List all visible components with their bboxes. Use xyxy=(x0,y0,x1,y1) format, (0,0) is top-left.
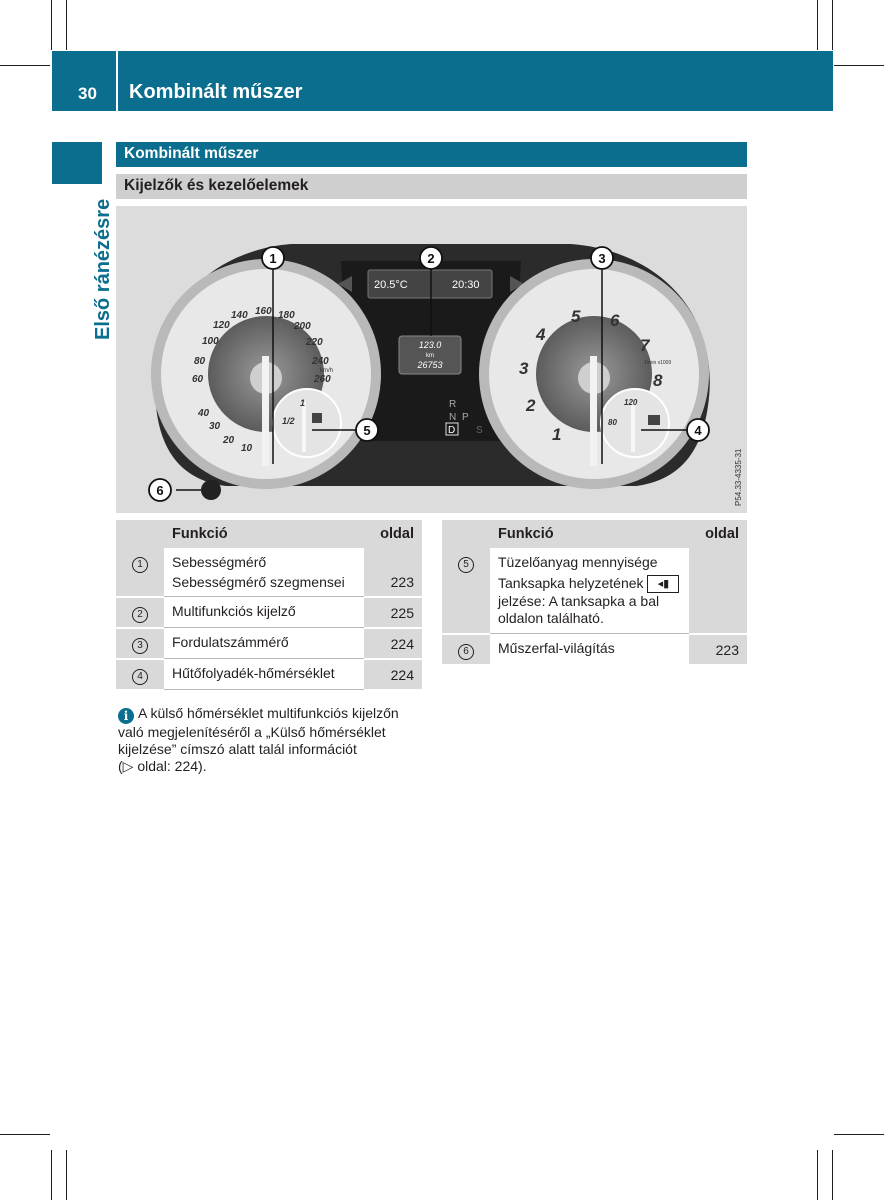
row-function: Multifunkciós kijelző xyxy=(164,597,364,628)
speed-tick: 220 xyxy=(306,337,323,348)
row-number: 6 xyxy=(458,644,474,660)
rpm-tick: 3 xyxy=(519,359,529,378)
table-header-blank xyxy=(116,520,164,548)
callout-number: 1 xyxy=(269,251,277,266)
row-page: 225 xyxy=(364,597,422,628)
table-row xyxy=(116,628,422,659)
row-function: Fordulatszámmérő xyxy=(164,628,364,659)
callout-number: 4 xyxy=(694,423,702,438)
row-function: Műszerfal-világítás xyxy=(490,634,689,665)
section-subtitle: Kijelzők és kezelőelemek xyxy=(116,174,747,199)
page-header xyxy=(52,51,833,111)
rpm-tick: 4 xyxy=(536,325,546,344)
table-row xyxy=(116,659,422,690)
row-function: Tüzelőanyag mennyisége xyxy=(498,554,658,570)
side-tab-marker xyxy=(52,142,102,184)
table-header-blank xyxy=(442,520,490,548)
fuel-pump-icon xyxy=(312,413,322,423)
speed-tick: 160 xyxy=(255,306,272,317)
info-text: (▷ oldal: 224). xyxy=(118,758,207,774)
speed-tick: 20 xyxy=(223,435,235,446)
callout-number: 6 xyxy=(156,483,164,498)
crop-mark xyxy=(834,65,884,66)
illumination-knob xyxy=(201,480,221,500)
page-title: Kombinált műszer xyxy=(129,81,303,103)
rpm-tick: 7 xyxy=(640,336,650,355)
gear-d: D xyxy=(448,425,456,436)
row-number: 2 xyxy=(132,607,148,623)
row-function: Hűtőfolyadék-hőmérséklet xyxy=(164,659,364,690)
speed-tick: 60 xyxy=(192,374,204,385)
speed-tick: 80 xyxy=(194,356,206,367)
rpm-tick: 6 xyxy=(610,311,620,330)
table-header-page: oldal xyxy=(689,520,747,548)
table-header-function: Funkció xyxy=(490,520,689,548)
crop-mark xyxy=(66,1150,67,1200)
rpm-tick: 2 xyxy=(526,396,536,415)
table-header-function: Funkció xyxy=(164,520,364,548)
info-text: való megjelenítéséről a „Külső hőmérséklet xyxy=(118,724,386,740)
row-number: 3 xyxy=(132,638,148,654)
crop-mark xyxy=(832,0,833,50)
crop-mark xyxy=(51,0,52,50)
trip-unit: km xyxy=(426,353,434,359)
speed-tick: 240 xyxy=(312,356,329,367)
page-number: 30 xyxy=(78,84,97,103)
gear-s: S xyxy=(476,425,483,436)
speed-tick: 180 xyxy=(278,310,295,321)
rpm-unit: 1/min x1000 xyxy=(644,360,672,366)
row-function: Sebességmérő xyxy=(172,554,267,570)
tachometer-needle xyxy=(590,356,597,466)
table-row xyxy=(116,548,422,597)
row-function: Sebességmérő szegmensei xyxy=(172,574,345,590)
table-header-page: oldal xyxy=(364,520,422,548)
display-temperature: 20.5°C xyxy=(374,279,408,291)
crop-mark xyxy=(66,0,67,50)
fuel-full: 1 xyxy=(300,398,306,408)
row-number: 1 xyxy=(132,557,148,573)
crop-mark xyxy=(51,1150,52,1200)
row-page: 223 xyxy=(364,548,422,597)
callout-number: 5 xyxy=(363,423,371,438)
instrument-cluster-figure xyxy=(116,206,747,513)
row-number: 4 xyxy=(132,669,148,685)
rpm-tick: 1 xyxy=(552,425,562,444)
callout-number: 2 xyxy=(427,251,435,266)
info-icon: i xyxy=(118,708,134,724)
row-number: 5 xyxy=(458,557,474,573)
speed-tick: 10 xyxy=(241,443,253,454)
trip-value: 123.0 xyxy=(418,340,442,350)
info-text: kijelzése” címszó alatt talál információt xyxy=(118,741,357,757)
coolant-gauge-needle xyxy=(631,402,635,452)
row-page: 224 xyxy=(364,659,422,690)
header-divider xyxy=(116,51,118,111)
crop-mark xyxy=(834,1134,884,1135)
row-function: Tanksapka helyzetének xyxy=(498,575,644,591)
section-title: Kombinált műszer xyxy=(116,142,747,167)
crop-mark xyxy=(0,65,50,66)
speed-tick: 200 xyxy=(294,321,311,332)
fuel-gauge-needle xyxy=(302,402,306,452)
fuel-half: 1/2 xyxy=(282,416,295,426)
coolant-high: 120 xyxy=(624,398,638,407)
rpm-tick: 8 xyxy=(653,371,663,390)
fuel-pump-icon: ◂▮ xyxy=(647,575,679,593)
coolant-temp-icon xyxy=(648,415,660,425)
display-time: 20:30 xyxy=(452,279,480,291)
function-table-right xyxy=(442,520,747,666)
crop-mark xyxy=(0,1134,50,1135)
side-tab-label: Első ránézésre xyxy=(92,198,114,340)
figure-reference: P54.33-4335-31 xyxy=(734,448,743,506)
callout-number: 3 xyxy=(598,251,606,266)
instrument-cluster-illustration xyxy=(116,206,747,513)
table-row xyxy=(442,548,747,634)
gear-p: P xyxy=(462,412,469,423)
function-table-left xyxy=(116,520,422,691)
row-function: oldalon található. xyxy=(498,610,604,627)
speed-tick: 140 xyxy=(231,310,248,321)
info-text: A külső hőmérséklet multifunkciós kijelzőn xyxy=(138,705,399,721)
speed-tick: 260 xyxy=(314,374,331,385)
speed-tick: 120 xyxy=(213,320,230,331)
table-row xyxy=(116,597,422,628)
gear-r: R xyxy=(449,399,457,410)
info-note xyxy=(118,705,428,775)
speed-tick: 100 xyxy=(202,336,219,347)
row-page: 224 xyxy=(364,628,422,659)
gear-n: N xyxy=(449,412,457,423)
row-page xyxy=(689,548,747,634)
crop-mark xyxy=(817,0,818,50)
speed-tick: 40 xyxy=(198,408,210,419)
table-row xyxy=(442,634,747,665)
row-function: jelzése: A tanksapka a bal xyxy=(498,593,660,610)
odometer-value: 26753 xyxy=(417,360,443,370)
rpm-tick: 5 xyxy=(571,307,581,326)
speed-unit: km/h xyxy=(320,368,334,374)
crop-mark xyxy=(832,1150,833,1200)
speed-tick: 30 xyxy=(209,421,221,432)
row-page: 223 xyxy=(689,634,747,665)
crop-mark xyxy=(817,1150,818,1200)
coolant-low: 80 xyxy=(608,418,617,427)
speedometer-needle xyxy=(262,356,269,466)
